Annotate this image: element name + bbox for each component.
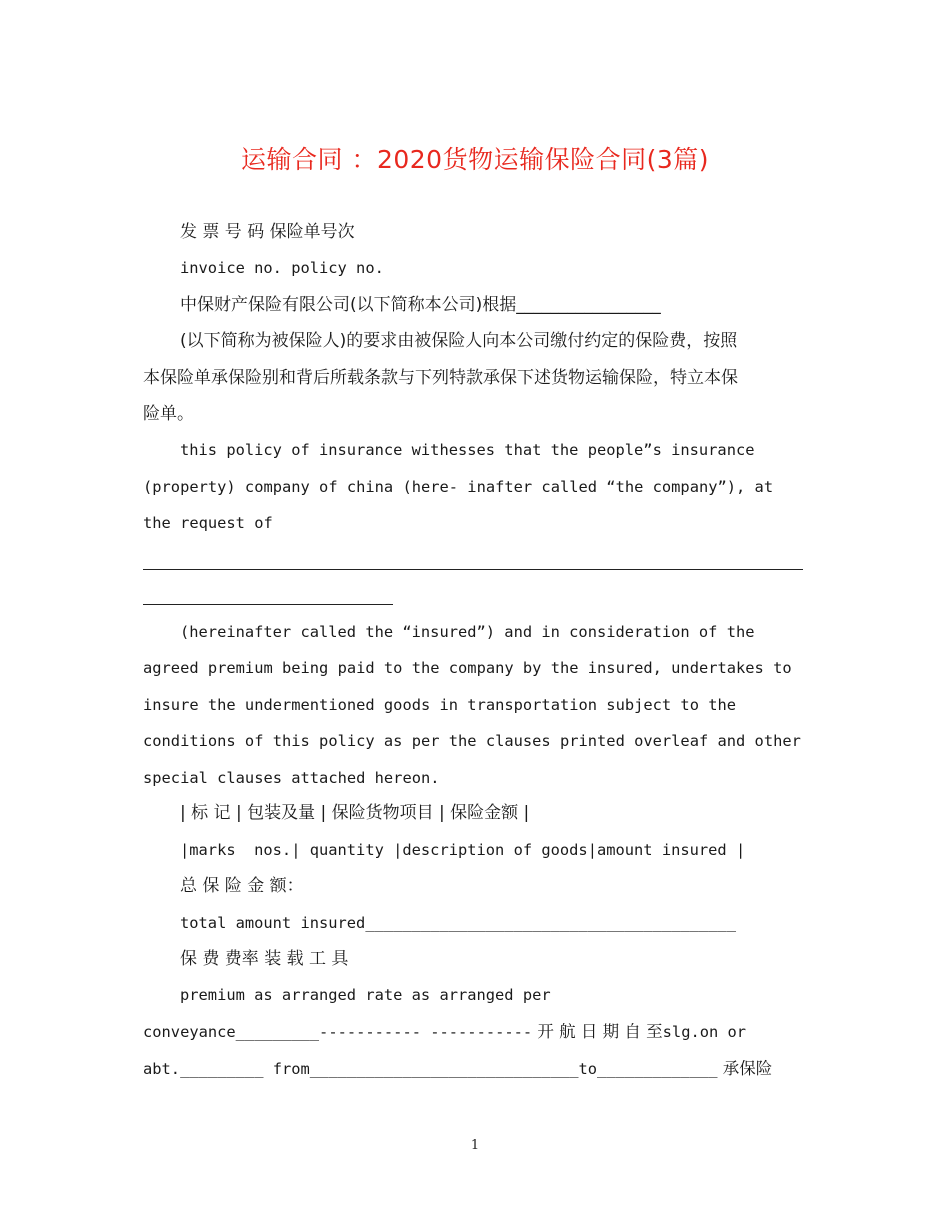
sailing-on-or-en: slg.on or (662, 1023, 747, 1041)
document-title: 运输合同 ：2020货物运输保险合同(3篇) (241, 145, 709, 174)
goods-table-header-cn: | 标 记 | 包装及量 | 保险货物项目 | 保险金额 | (180, 803, 530, 823)
paragraph-cn-line-3: 险单。 (143, 404, 194, 424)
page-number: 1 (470, 1138, 480, 1153)
paragraph-en2-line-4: conditions of this policy as per the clauses printed overleaf and other (143, 732, 801, 750)
from-to-line (143, 1061, 772, 1078)
invoice-policy-cn-line: 发 票 号 码 保险单号次 (180, 222, 355, 242)
blank-underline-long (143, 569, 803, 570)
paragraph-en-line-3: the request of (143, 514, 273, 532)
sailing-date-cn: 开 航 日 期 自 至 (532, 1022, 663, 1041)
invoice-policy-en-line: invoice no. policy no. (180, 259, 384, 277)
paragraph-en2-line-2: agreed premium being paid to the company by the insured, undertakes to (143, 659, 792, 677)
paragraph-cn-line-2: 本保险单承保险别和背后所载条款与下列特款承保下述货物运输保险，特立本保 (143, 368, 738, 388)
total-amount-cn-line: 总 保 险 金 额： (180, 876, 304, 896)
paragraph-en-line-1: this policy of insurance withesses that the people”s insurance (180, 441, 755, 459)
goods-table-header-en: |marks nos.| quantity |description of goods|amount insured | (180, 841, 746, 859)
paragraph-en2-line-1: (hereinafter called the “insured”) and in consideration of the (180, 623, 755, 641)
from-to-en: abt._________ from_____________________________to_____________ (143, 1060, 718, 1078)
paragraph-en2-line-3: insure the undermentioned goods in transportation subject to the (143, 696, 737, 714)
paragraph-cn-line-1: (以下简称为被保险人)的要求由被保险人向本公司缴付约定的保险费，按照 (180, 331, 738, 351)
insurer-intro-line: 中保财产保险有限公司(以下简称本公司)根据_________________ (180, 295, 661, 315)
premium-rate-en-line: premium as arranged rate as arranged per (180, 986, 551, 1004)
conveyance-line-en: conveyance_________----------- ----------- (143, 1023, 533, 1041)
paragraph-en-line-2: (property) company of china (here- inafter called “the company”), at (143, 478, 774, 496)
paragraph-en2-line-5: special clauses attached hereon. (143, 769, 440, 787)
blank-underline-short (143, 604, 393, 605)
coverage-cn: 承保险 (717, 1059, 773, 1078)
total-amount-en-line: total amount insured________________________________________ (180, 914, 736, 932)
conveyance-line (143, 1024, 746, 1041)
premium-rate-cn-line: 保 费 费率 装 载 工 具 (180, 949, 349, 969)
